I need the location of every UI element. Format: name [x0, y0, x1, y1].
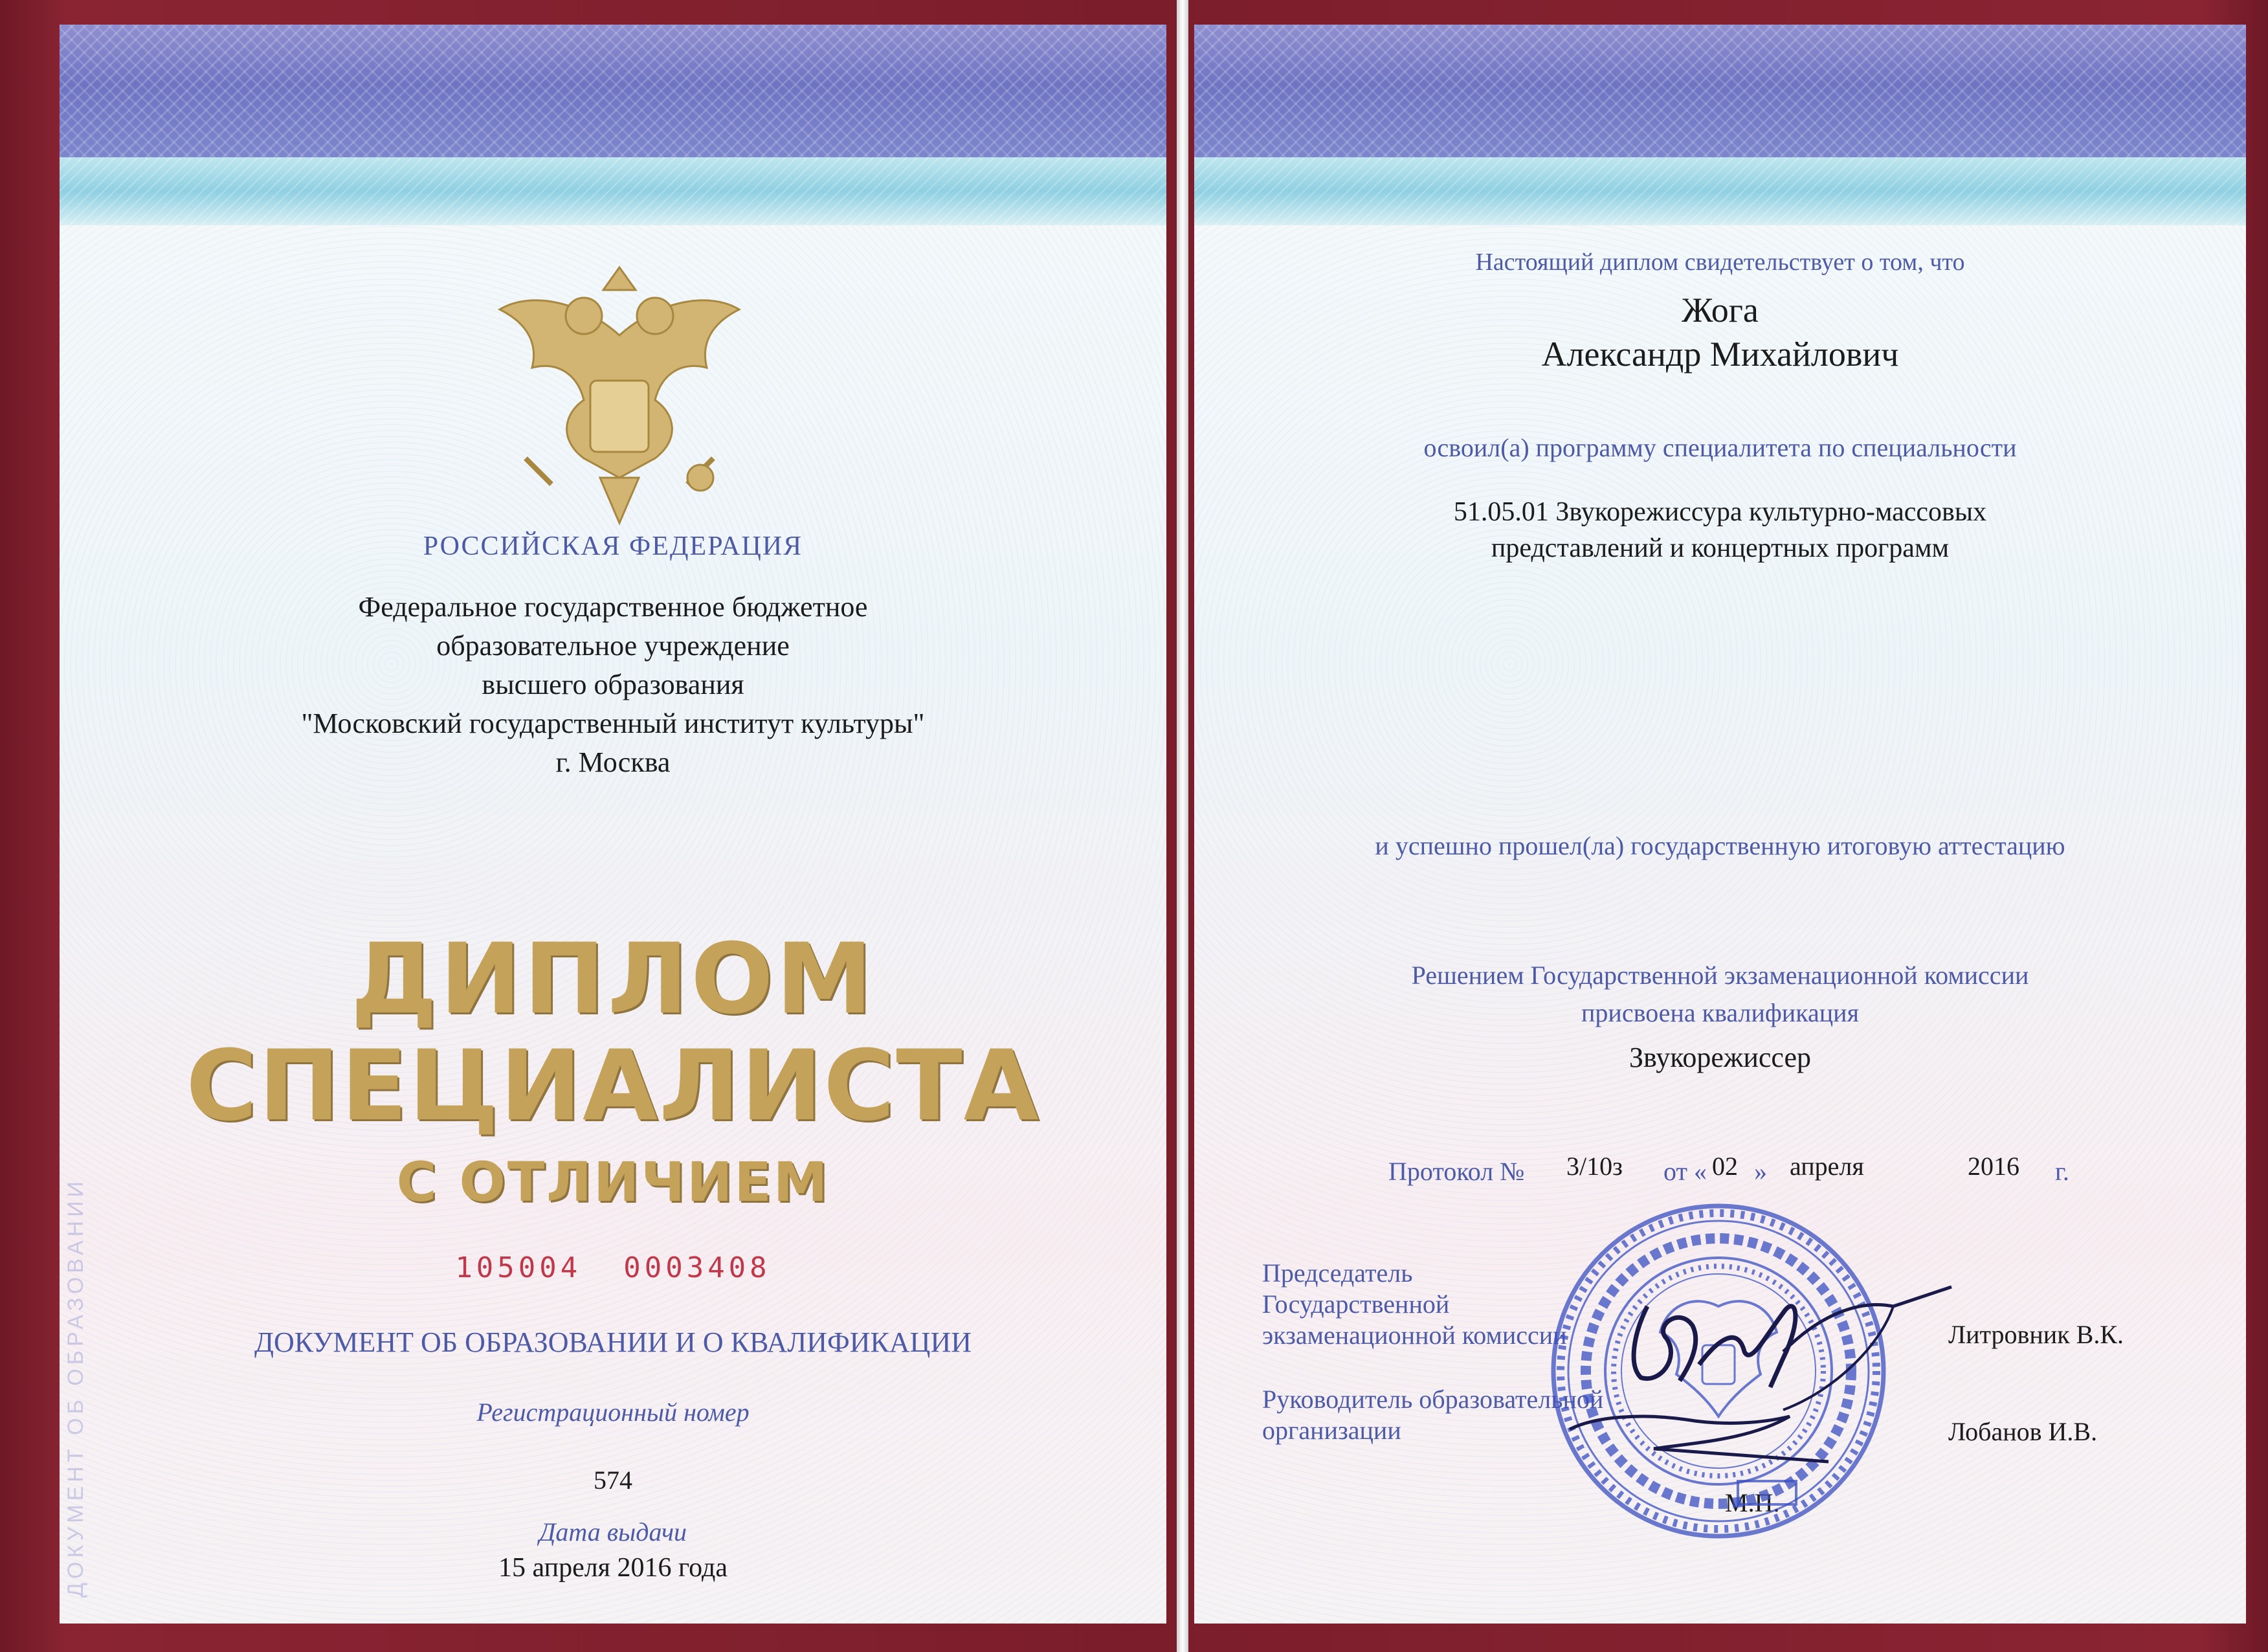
protocol-year-suffix: г.: [2055, 1157, 2069, 1186]
registration-label: Регистрационный номер: [476, 1398, 750, 1427]
registration-number: 574: [594, 1466, 632, 1495]
document-type-label: ДОКУМЕНТ ОБ ОБРАЗОВАНИИ И О КВАЛИФИКАЦИИ: [254, 1326, 972, 1358]
institution-line: Федеральное государственное бюджетное: [358, 591, 868, 623]
institution-line: г. Москва: [555, 746, 671, 778]
graduate-given-names: Александр Михайлович: [1541, 335, 1899, 374]
institution-line: образовательное учреждение: [436, 630, 790, 662]
chair-title: [1262, 1258, 1567, 1351]
country-label: РОССИЙСКАЯ ФЕДЕРАЦИЯ: [423, 531, 803, 561]
attestation-text: и успешно прошел(ла) государственную итоговую аттестацию: [1375, 831, 2065, 860]
issue-date: 15 апреля 2016 года: [498, 1553, 728, 1583]
chair-line: Государственной: [1262, 1289, 1450, 1319]
decision-line: Решением Государственной экзаменационной комиссии: [1411, 961, 2029, 990]
protocol-label: Протокол №: [1388, 1157, 1525, 1186]
coat-of-arms-icon: [487, 264, 752, 530]
left-page: [60, 25, 1166, 1624]
seal-mark: М.П.: [1725, 1488, 1780, 1517]
side-print: ДОКУМЕНТ ОБ ОБРАЗОВАНИИ: [63, 1178, 88, 1598]
specialty-line: представлений и концертных программ: [1491, 533, 1950, 563]
chair-name: Литровник В.К.: [1948, 1320, 2124, 1349]
qualification-value: Звукорежиссер: [1629, 1042, 1812, 1073]
head-name: Лобанов И.В.: [1948, 1417, 2098, 1446]
institution-line: "Московский государственный институт культуры": [301, 708, 925, 739]
head-line: организации: [1262, 1416, 1401, 1445]
specialty-line: 51.05.01 Звукорежиссура культурно-массовых: [1453, 497, 1987, 527]
protocol-number: 3/10з: [1566, 1152, 1623, 1181]
certifies-text: Настоящий диплом свидетельствует о том, что: [1475, 249, 1965, 276]
chair-line: Председатель: [1262, 1258, 1413, 1288]
issue-date-label: Дата выдачи: [539, 1517, 687, 1546]
institution-block: [60, 588, 1166, 782]
title-subtitle: С ОТЛИЧИЕМ: [396, 1150, 830, 1214]
serial-number: 105004 0003408: [455, 1251, 771, 1284]
title-line-1: ДИПЛОМ: [350, 923, 876, 1036]
binding-cord: [1177, 0, 1188, 1652]
protocol-month: апреля: [1790, 1152, 1864, 1181]
head-line: Руководитель образовательной: [1262, 1385, 1604, 1414]
guilloche-band-light: [60, 157, 1166, 225]
protocol-year: 2016: [1968, 1152, 2019, 1181]
right-page: [1194, 25, 2246, 1624]
head-signature-icon: [1557, 1403, 1867, 1481]
protocol-day: 02: [1712, 1152, 1738, 1181]
protocol-close-quote: »: [1754, 1157, 1767, 1186]
decision-block: [1194, 957, 2246, 1032]
protocol-from-label: от «: [1663, 1157, 1707, 1186]
specialty-block: [1194, 494, 2246, 566]
guilloche-band-light: [1194, 157, 2246, 225]
title-line-2: СПЕЦИАЛИСТА: [186, 1030, 1040, 1143]
graduate-surname: Жога: [1682, 291, 1759, 329]
decision-line: присвоена квалификация: [1581, 998, 1859, 1027]
chair-line: экзаменационной комиссии: [1262, 1321, 1567, 1350]
guilloche-band-top: [60, 25, 1166, 157]
protocol-line: [1194, 1151, 2246, 1190]
program-text: освоил(а) программу специалитета по специальности: [1423, 433, 2017, 462]
institution-line: высшего образования: [482, 669, 744, 700]
guilloche-band-top: [1194, 25, 2246, 157]
